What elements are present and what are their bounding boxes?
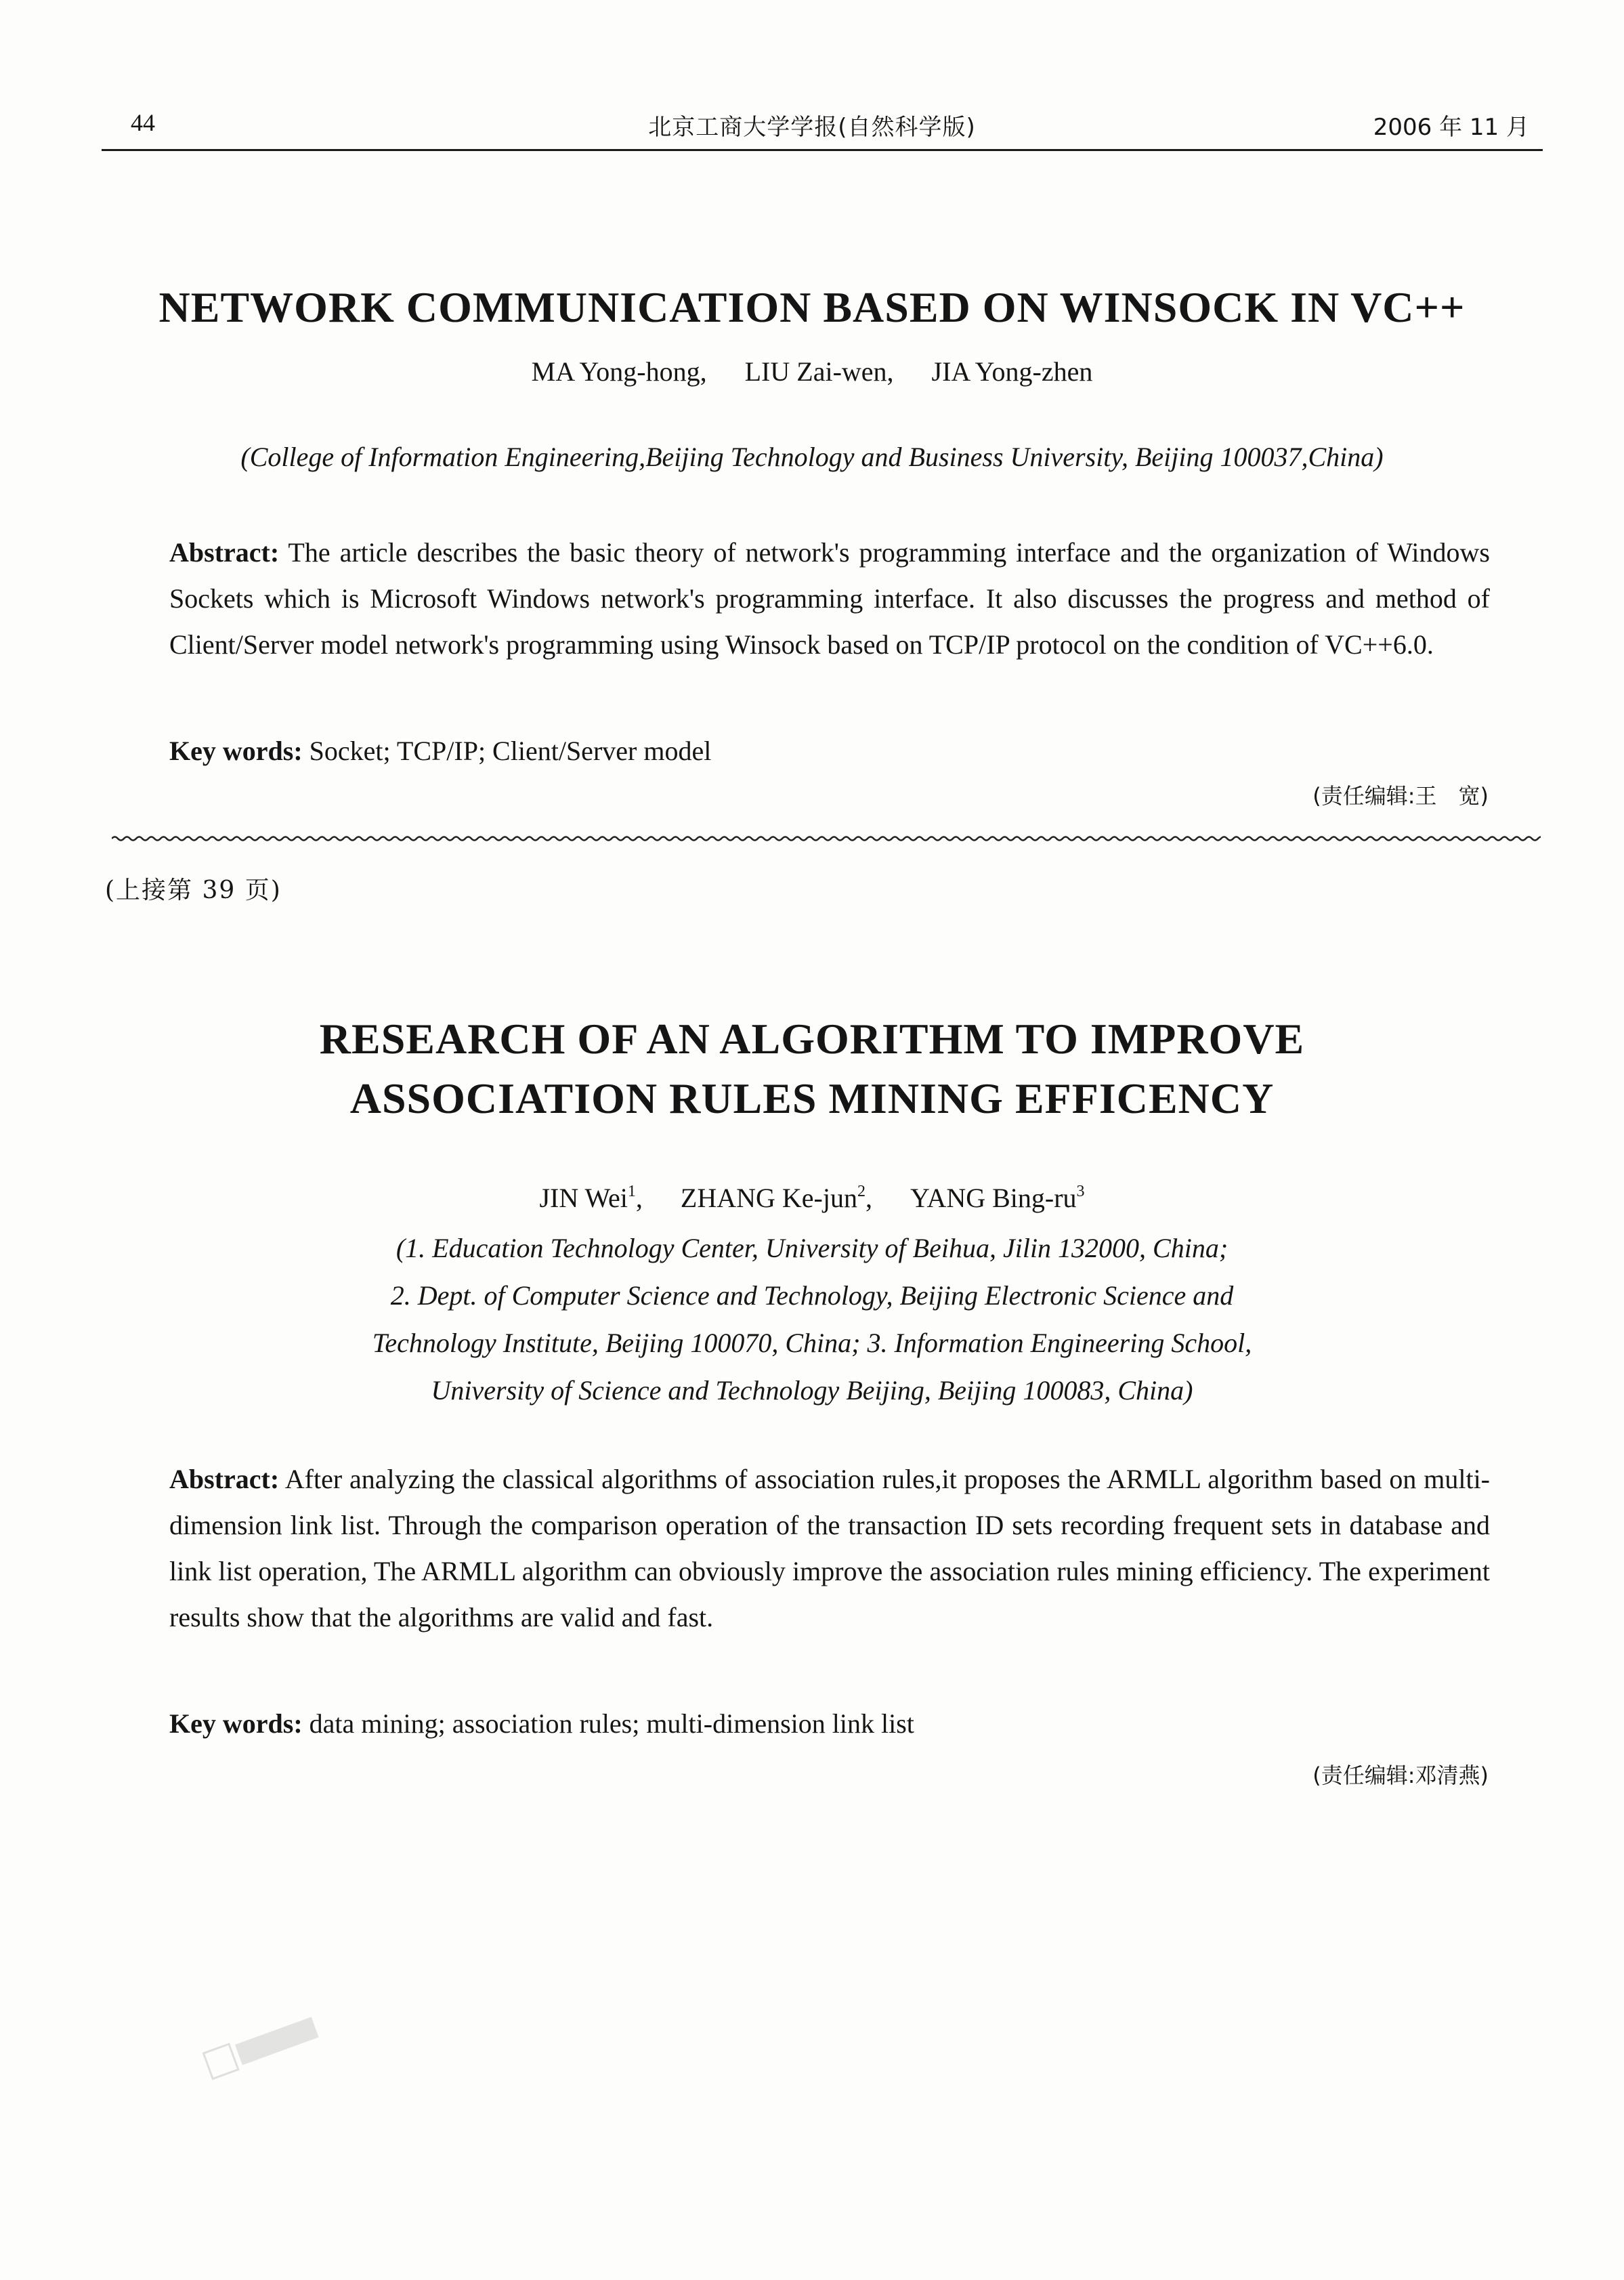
title-line: RESEARCH OF AN ALGORITHM TO IMPROVE <box>319 1015 1305 1063</box>
abstract-text: The article describes the basic theory of network's programming interface and the organization of Windows Sockets which is Microsoft Windows network's programming interface. It also discusses the progress and method of Client/Server model network's programming using Winsock based on TCP/IP protocol on the condition of VC++6.0. <box>169 537 1490 660</box>
watermark-logo <box>200 2006 328 2086</box>
author-name: JIA Yong-zhen <box>931 356 1093 387</box>
affiliation-line: University of Science and Technology Beijing, Beijing 100083, China) <box>431 1375 1193 1406</box>
abstract-label: Abstract: <box>169 537 280 568</box>
journal-name: 北京工商大学学报(自然科学版) <box>648 114 976 141</box>
continued-from-note: (上接第 39 页) <box>105 877 282 904</box>
wavy-separator <box>112 832 1541 845</box>
abstract-label: Abstract: <box>169 1464 280 1494</box>
affiliation-line: (1. Education Technology Center, University of Beihua, Jilin 132000, China; <box>396 1233 1228 1263</box>
article1-editor: (责任编辑:王 宽) <box>1312 783 1489 809</box>
article2-editor: (责任编辑:邓清燕) <box>1312 1762 1489 1788</box>
title-line: ASSOCIATION RULES MINING EFFICENCY <box>349 1074 1275 1122</box>
author-sep: , <box>865 1183 872 1213</box>
article2-keywords <box>169 1706 914 1742</box>
page-number: 44 <box>131 109 155 136</box>
article2-title <box>0 1009 1624 1128</box>
author-name: YANG Bing-ru <box>910 1183 1077 1213</box>
keywords-text: Socket; TCP/IP; Client/Server model <box>309 736 712 766</box>
article1-keywords <box>169 733 711 769</box>
affiliation-line: Technology Institute, Beijing 100070, China; 3. Information Engineering School, <box>372 1328 1252 1358</box>
abstract-text: After analyzing the classical algorithms of association rules,it proposes the ARMLL algorithm based on multi-dimension link list. Through the comparison operation of the transaction ID sets recording frequent sets in database and link list operation, The ARMLL algorithm can obviously improve the association rules mining efficiency. The experiment results show that the algorithms are valid and fast. <box>169 1464 1491 1632</box>
keywords-label: Key words: <box>169 1708 303 1739</box>
keywords-label: Key words: <box>169 736 303 766</box>
keywords-text: data mining; association rules; multi-dimension link list <box>309 1708 914 1739</box>
author-affil-mark: 1 <box>627 1183 636 1200</box>
author-sep: , <box>635 1183 643 1213</box>
article1-title: NETWORK COMMUNICATION BASED ON WINSOCK IN VC++ <box>158 283 1466 331</box>
affiliation-line: 2. Dept. of Computer Science and Technology, Beijing Electronic Science and <box>390 1280 1234 1311</box>
article2-affiliation <box>0 1225 1624 1414</box>
author-affil-mark: 3 <box>1076 1183 1085 1200</box>
article1-abstract <box>169 530 1490 668</box>
article2-authors <box>0 1180 1624 1217</box>
author-name: JIN Wei <box>539 1183 628 1213</box>
author-name: ZHANG Ke-jun <box>680 1183 857 1213</box>
article1-affiliation: (College of Information Engineering,Beijing Technology and Business University, Beijing 100037,China) <box>240 442 1384 472</box>
article2-abstract <box>169 1456 1490 1641</box>
author-affil-mark: 2 <box>857 1183 866 1200</box>
author-name: LIU Zai-wen, <box>744 356 894 387</box>
article1-authors <box>0 354 1624 390</box>
issue-date: 2006 年 11 月 <box>1373 114 1529 141</box>
header-rule <box>102 149 1543 151</box>
author-name: MA Yong-hong, <box>531 356 707 387</box>
